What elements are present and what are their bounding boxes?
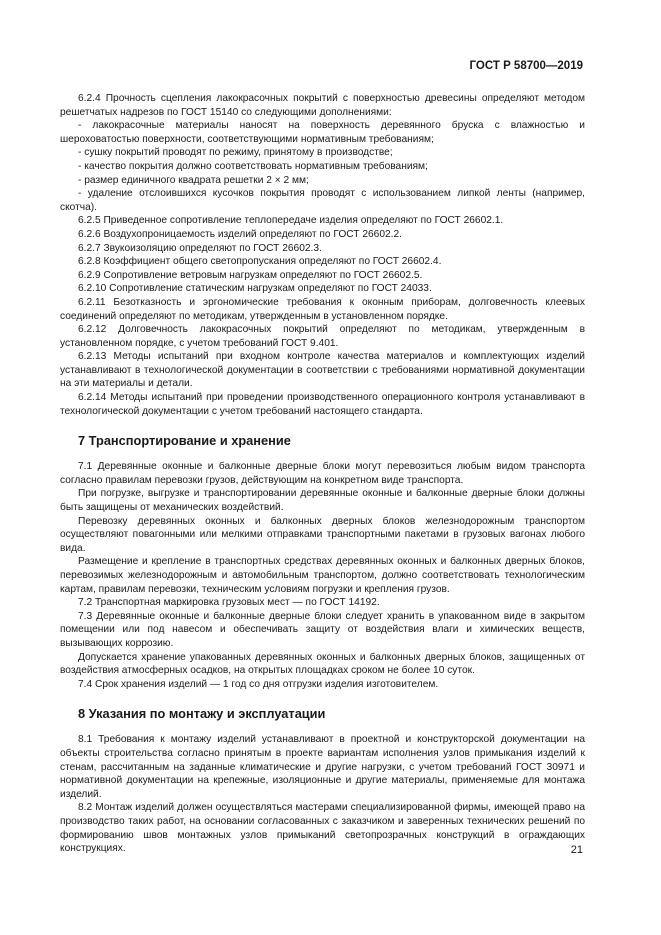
paragraph: Размещение и крепление в транспортных средствах деревянных оконных и балконных дверных блоков, перевозимых железнодорожным и автомобильным транспортом, должно соответствовать технологическим картам, правилам перевозки, техническим условиям погрузки и крепления грузов. [60, 556, 585, 595]
paragraph: 7.1 Деревянные оконные и балконные дверные блоки могут перевозиться любым видом транспорта согласно правилам перевозки грузов, действующим на конкретном виде транспорта. [60, 461, 585, 486]
paragraph: 6.2.12 Долговечность лакокрасочных покрытий определяют по методикам, утвержденным в установленном порядке, с учетом требований ГОСТ 9.401. [60, 324, 585, 349]
paragraph: 6.2.13 Методы испытаний при входном контроле качества материалов и комплектующих изделий устанавливают в технологической документации в соответствии с требованиями нормативной документации на эти материалы и детали. [60, 351, 585, 390]
paragraph: 6.2.14 Методы испытаний при проведении производственного операционного контроля устанавливают в технологической документации с учетом требований настоящего стандарта. [60, 392, 585, 417]
section-heading: 8 Указания по монтажу и эксплуатации [78, 706, 326, 722]
paragraph: 6.2.9 Сопротивление ветровым нагрузкам определяют по ГОСТ 26602.5. [78, 269, 423, 281]
paragraph: При погрузке, выгрузке и транспортировании деревянные оконные и балконные дверные блоки должны быть защищены от механических воздействий. [60, 488, 585, 514]
paragraph: 7.3 Деревянные оконные и балконные дверные блоки следует хранить в упакованном виде в закрытом помещении или под навесом и обеспечивать защиту от воздействия влаги и химических веществ, вызывающих коррозию. [60, 610, 585, 649]
page-number: 21 [570, 844, 583, 856]
paragraph: - удаление отслоившихся кусочков покрытия проводят с использованием липкой ленты (например, скотча). [60, 188, 585, 213]
paragraph: 6.2.11 Безотказность и эргономические требования к оконным приборам, долговечность клеевых соединений определяют по методикам, утвержденным в установленном порядке. [60, 296, 585, 322]
paragraph: 8.1 Требования к монтажу изделий устанавливают в проектной и конструкторской документации на объекты строительства согласно принятым в проекте вариантам исполнения узлов примыкания изделий к стенам, рассчитанным на заданные климатические и другие нагрузки, с учетом требований ГОСТ 30971 и нормативной документации на крепежные, изоляционные и другие материалы, применяемые для монтажа изделий. [60, 734, 585, 800]
paragraph: 6.2.7 Звукоизоляцию определяют по ГОСТ 26602.3. [78, 242, 322, 254]
paragraph: 6.2.6 Воздухопроницаемость изделий определяют по ГОСТ 26602.2. [78, 228, 402, 240]
paragraph: 6.2.10 Сопротивление статическим нагрузкам определяют по ГОСТ 24033. [78, 283, 432, 295]
paragraph: 6.2.5 Приведенное сопротивление теплопередаче изделия определяют по ГОСТ 26602.1. [78, 215, 504, 227]
standard-code-header: ГОСТ Р 58700—2019 [469, 60, 583, 72]
paragraph: 8.2 Монтаж изделий должен осуществляться мастерами специализированной фирмы, имеющей право на производство таких работ, на основании согласованных с заказчиком и заверенных технических решений по формированию швов монтажных узлов примыканий светопрозрачных конструкций в ограждающих конструкциях. [60, 802, 585, 855]
paragraph: - размер единичного квадрата решетки 2 × 2 мм; [78, 174, 309, 186]
section-heading: 7 Транспортирование и хранение [78, 433, 291, 449]
paragraph: 6.2.4 Прочность сцепления лакокрасочных покрытий с поверхностью древесины определяют методом решетчатых надрезов по ГОСТ 15140 со следующими дополнениями: [60, 93, 585, 118]
paragraph: - сушку покрытий проводят по режиму, принятому в производстве; [78, 147, 393, 159]
paragraph: - качество покрытия должно соответствовать нормативным требованиям; [78, 160, 428, 172]
paragraph: - лакокрасочные материалы наносят на поверхность деревянного бруска с влажностью и шероховатостью поверхности, соответствующими нормативным требованиям; [60, 120, 585, 145]
paragraph: 7.2 Транспортная маркировка грузовых мест — по ГОСТ 14192. [78, 597, 380, 609]
document-body [60, 92, 585, 856]
paragraph: Перевозку деревянных оконных и балконных дверных блоков железнодорожным транспортом осуществляют повагонными или мелкими отправками транспортными пакетами в грузовых вагонах любого вида. [60, 515, 585, 554]
paragraph: Допускается хранение упакованных деревянных оконных и балконных дверных блоков, защищенных от воздействия атмосферных осадков, на открытых площадках сроком не более 10 суток. [60, 651, 585, 677]
paragraph: 6.2.8 Коэффициент общего светопропускания определяют по ГОСТ 26602.4. [78, 256, 442, 268]
paragraph: 7.4 Срок хранения изделий — 1 год со дня отгрузки изделия изготовителем. [78, 678, 439, 690]
